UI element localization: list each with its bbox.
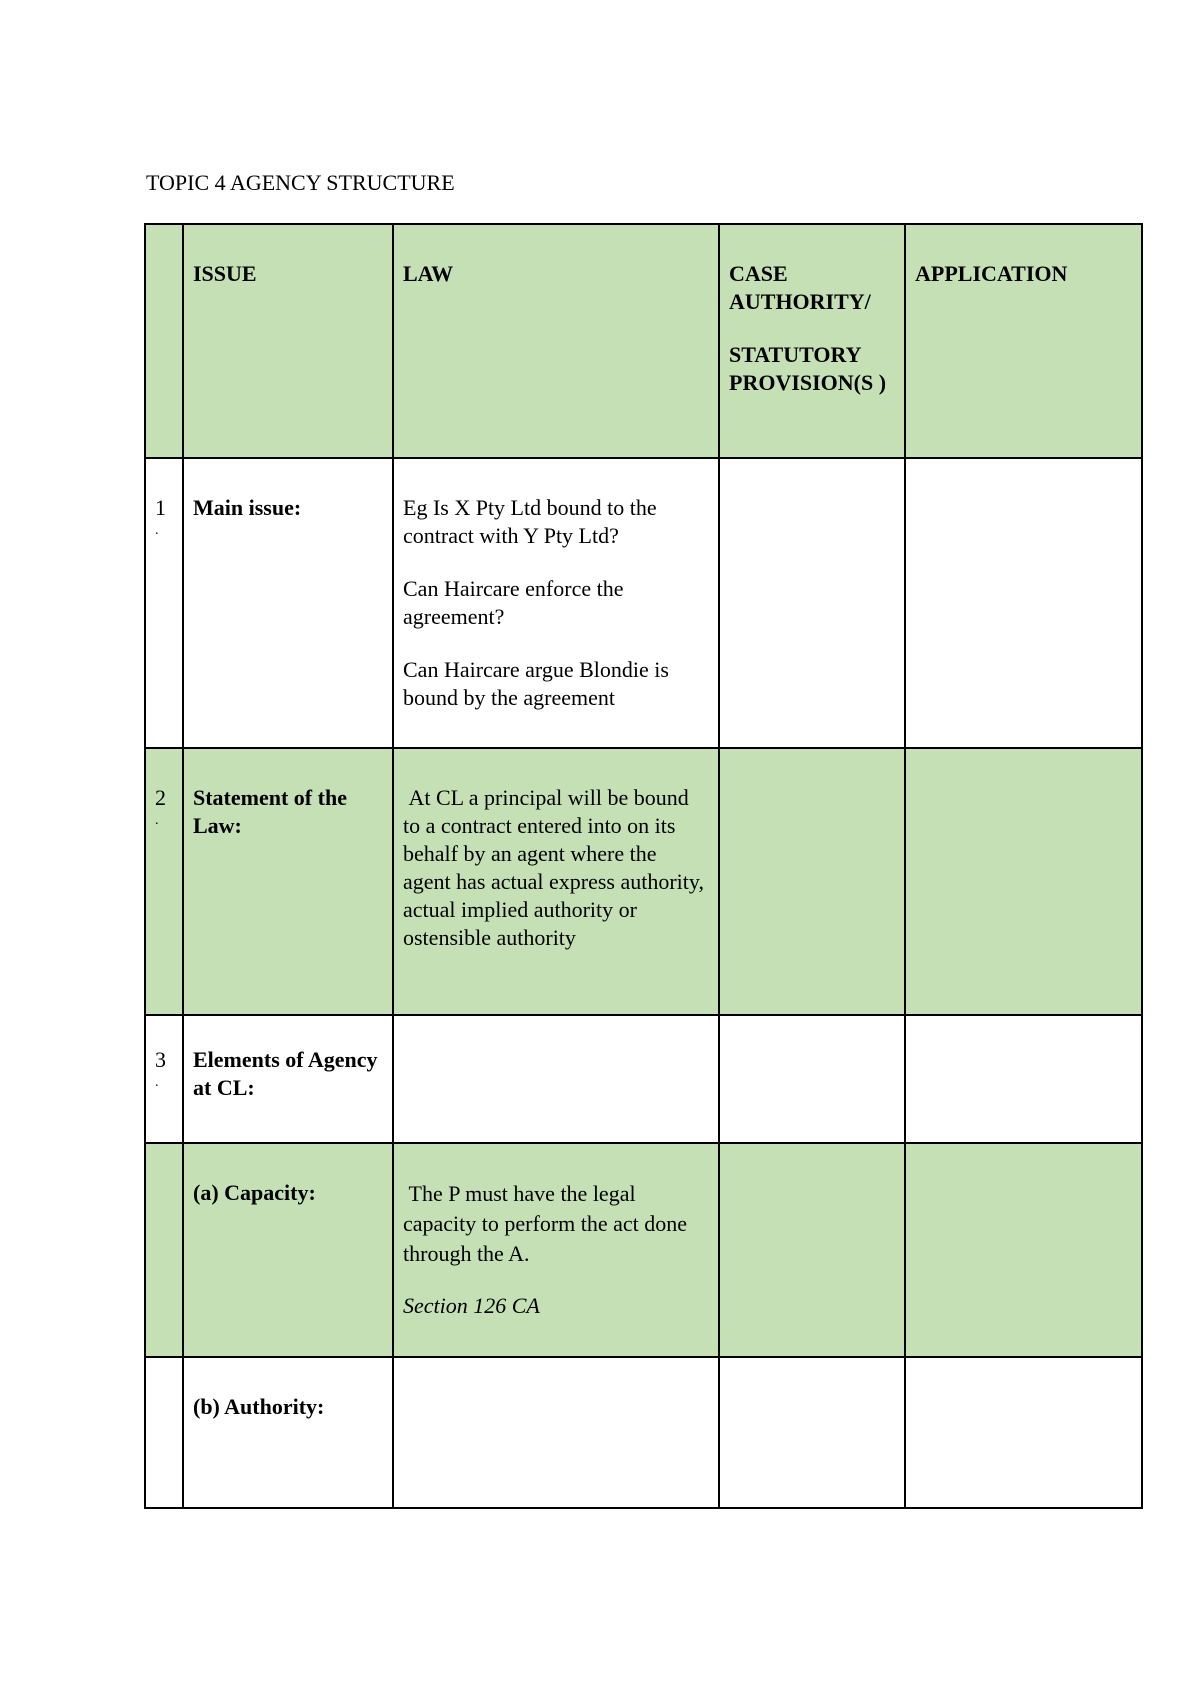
law-cell — [393, 1015, 719, 1143]
header-row — [145, 224, 1142, 458]
table-row — [145, 1357, 1142, 1508]
law-paragraph: The P must have the legal capacity to perform the act done through the A. — [403, 1181, 693, 1266]
law-cell — [393, 458, 719, 748]
row-number-dot: . — [155, 523, 159, 538]
row-number-cell — [145, 1357, 183, 1508]
issue-cell: Elements of Agency at CL: — [183, 1015, 393, 1143]
row-number: 3 — [155, 1047, 166, 1072]
header-num-cell — [145, 224, 183, 458]
row-number-cell — [145, 458, 183, 748]
law-paragraph: Can Haircare enforce the agreement? — [403, 576, 624, 629]
row-number-cell — [145, 1143, 183, 1357]
application-cell — [905, 748, 1142, 1015]
case-cell — [719, 748, 905, 1015]
header-case-line2: STATUTORY PROVISION(S ) — [729, 342, 887, 395]
header-application: APPLICATION — [905, 224, 1142, 458]
row-number: 2 — [155, 785, 166, 810]
row-number-cell — [145, 748, 183, 1015]
table-row — [145, 1143, 1142, 1357]
issue-cell: Main issue: — [183, 458, 393, 748]
law-cell — [393, 1357, 719, 1508]
table-row — [145, 458, 1142, 748]
issue-cell: Statement of the Law: — [183, 748, 393, 1015]
row-number-dot: . — [155, 1075, 159, 1090]
table-row — [145, 1015, 1142, 1143]
header-case-authority — [719, 224, 905, 458]
law-cell — [393, 748, 719, 1015]
application-cell — [905, 1357, 1142, 1508]
case-cell — [719, 1143, 905, 1357]
application-cell — [905, 458, 1142, 748]
law-paragraph: Eg Is X Pty Ltd bound to the contract with Y Pty Ltd? — [403, 495, 657, 548]
header-law: LAW — [393, 224, 719, 458]
law-paragraph: Can Haircare argue Blondie is bound by the agreement — [403, 657, 669, 710]
agency-structure-table — [144, 223, 1143, 1509]
header-issue: ISSUE — [183, 224, 393, 458]
law-paragraph: At CL a principal will be bound to a contract entered into on its behalf by an agent where the agent has actual express authority, actual implied authority or ostensible authority — [403, 785, 710, 950]
case-cell — [719, 1357, 905, 1508]
case-cell — [719, 1015, 905, 1143]
issue-cell: (a) Capacity: — [183, 1143, 393, 1357]
issue-cell: (b) Authority: — [183, 1357, 393, 1508]
header-case-line1: CASE AUTHORITY/ — [729, 261, 871, 314]
row-number-dot: . — [155, 813, 159, 828]
row-number-cell — [145, 1015, 183, 1143]
application-cell — [905, 1143, 1142, 1357]
document-title: TOPIC 4 AGENCY STRUCTURE — [146, 170, 455, 195]
law-citation: Section 126 CA — [403, 1293, 540, 1318]
row-number: 1 — [155, 495, 166, 520]
application-cell — [905, 1015, 1142, 1143]
case-cell — [719, 458, 905, 748]
table-row — [145, 748, 1142, 1015]
law-cell — [393, 1143, 719, 1357]
